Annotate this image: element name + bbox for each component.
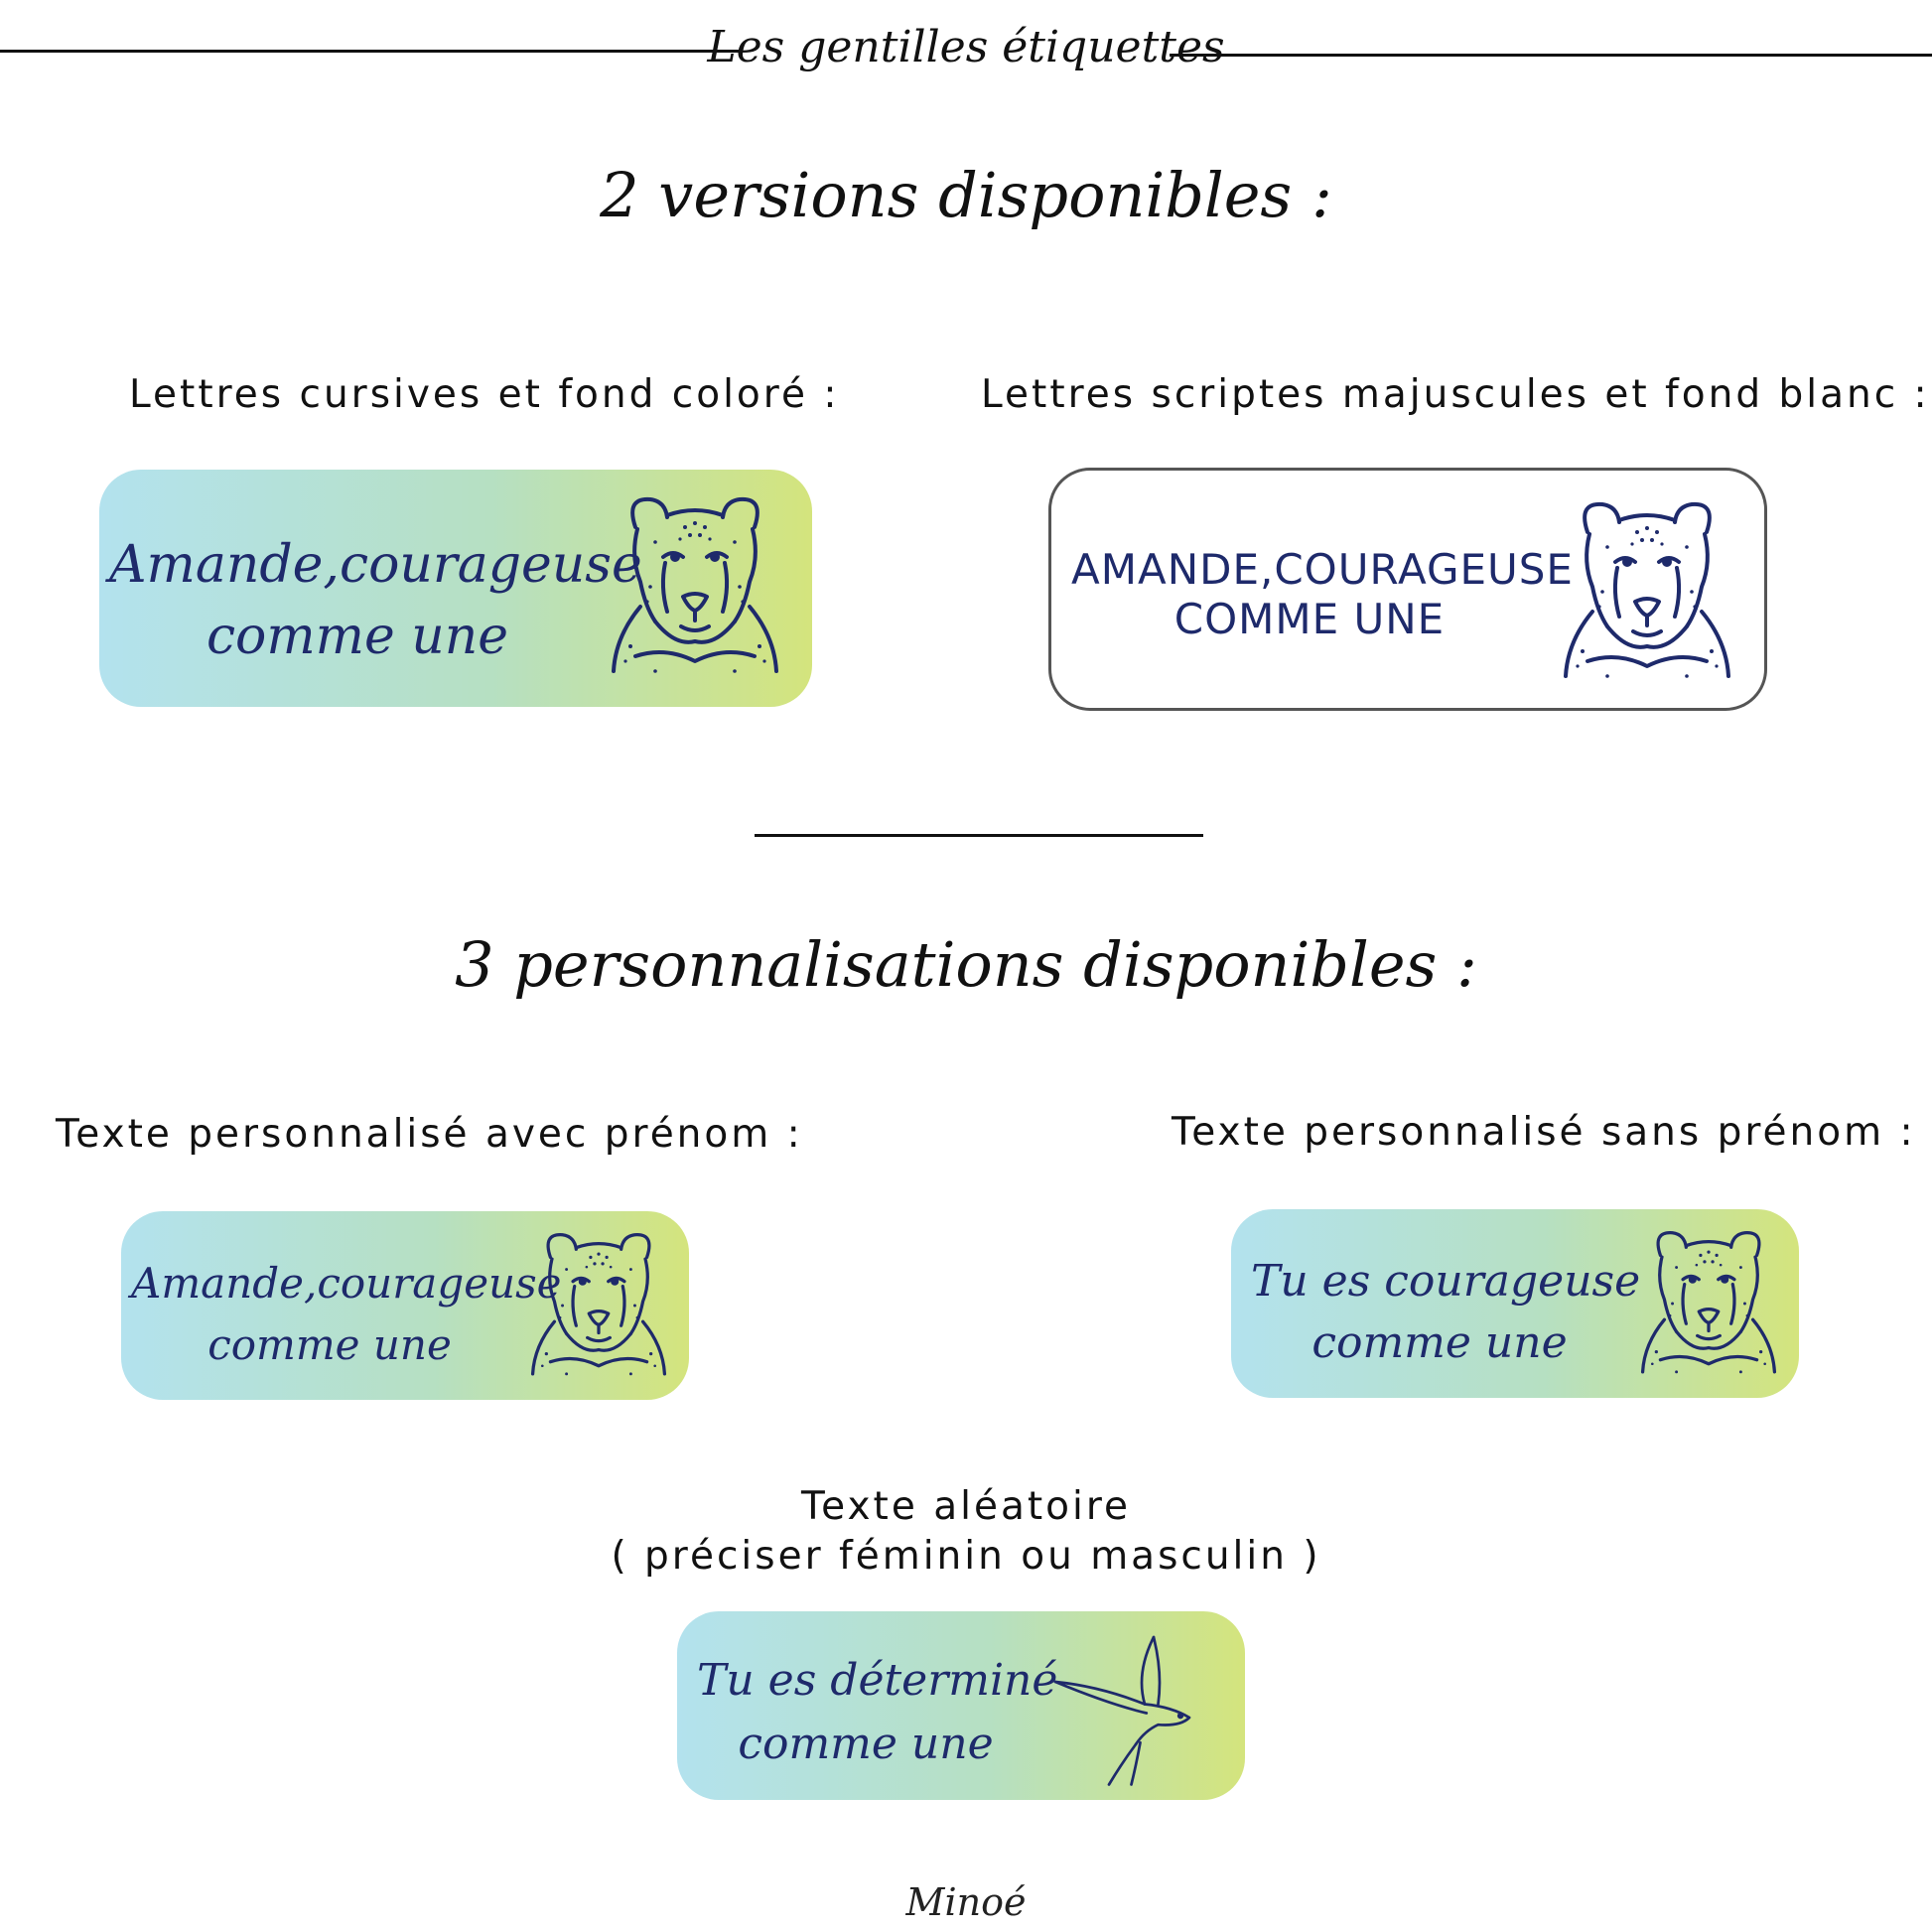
label-line-1: Tu es déterminé bbox=[697, 1655, 1058, 1706]
page-title: Les gentilles étiquettes bbox=[707, 22, 1225, 72]
random-subtitle-2: ( préciser féminin ou masculin ) bbox=[611, 1534, 1321, 1579]
brand-logo: Minoé bbox=[905, 1880, 1027, 1924]
without-name-subtitle: Texte personnalisé sans prénom : bbox=[1172, 1110, 1916, 1155]
label-line-1: Tu es courageuse bbox=[1251, 1256, 1641, 1307]
label-text bbox=[1251, 1251, 1641, 1374]
label-line-1: AMANDE,COURAGEUSE bbox=[1071, 545, 1574, 594]
label-line-1: Amande,courageuse bbox=[131, 1259, 562, 1308]
version-right-subtitle: Lettres scriptes majuscules et fond blanc : bbox=[981, 372, 1930, 417]
label-random bbox=[677, 1611, 1245, 1800]
label-line-2: comme une bbox=[1311, 1317, 1568, 1368]
label-without-name bbox=[1231, 1209, 1799, 1398]
versions-title: 2 versions disponibles : bbox=[600, 159, 1332, 231]
personalisations-title: 3 personnalisations disponibles : bbox=[455, 928, 1477, 1001]
label-cursive-colored bbox=[99, 470, 812, 707]
cheetah-icon bbox=[1628, 1223, 1789, 1384]
label-line-2: COMME UNE bbox=[1173, 595, 1446, 643]
label-line-2: comme une bbox=[207, 1320, 452, 1369]
label-with-name bbox=[121, 1211, 689, 1400]
section-divider bbox=[755, 834, 1203, 837]
label-line-1: Amande,courageuse bbox=[109, 535, 642, 595]
label-text bbox=[697, 1649, 1058, 1776]
cheetah-icon bbox=[518, 1225, 679, 1386]
cheetah-icon bbox=[596, 487, 794, 686]
random-subtitle-1: Texte aléatoire bbox=[800, 1484, 1132, 1529]
label-text bbox=[109, 529, 642, 672]
with-name-subtitle: Texte personnalisé avec prénom : bbox=[56, 1112, 803, 1157]
cheetah-icon bbox=[1548, 492, 1746, 691]
swallow-icon bbox=[1046, 1619, 1225, 1798]
label-text bbox=[131, 1253, 562, 1376]
version-left-subtitle: Lettres cursives et fond coloré : bbox=[129, 372, 840, 417]
label-line-2: comme une bbox=[206, 607, 509, 666]
label-line-2: comme une bbox=[738, 1719, 994, 1769]
label-caps-white bbox=[1048, 468, 1767, 711]
label-text bbox=[1071, 545, 1574, 644]
